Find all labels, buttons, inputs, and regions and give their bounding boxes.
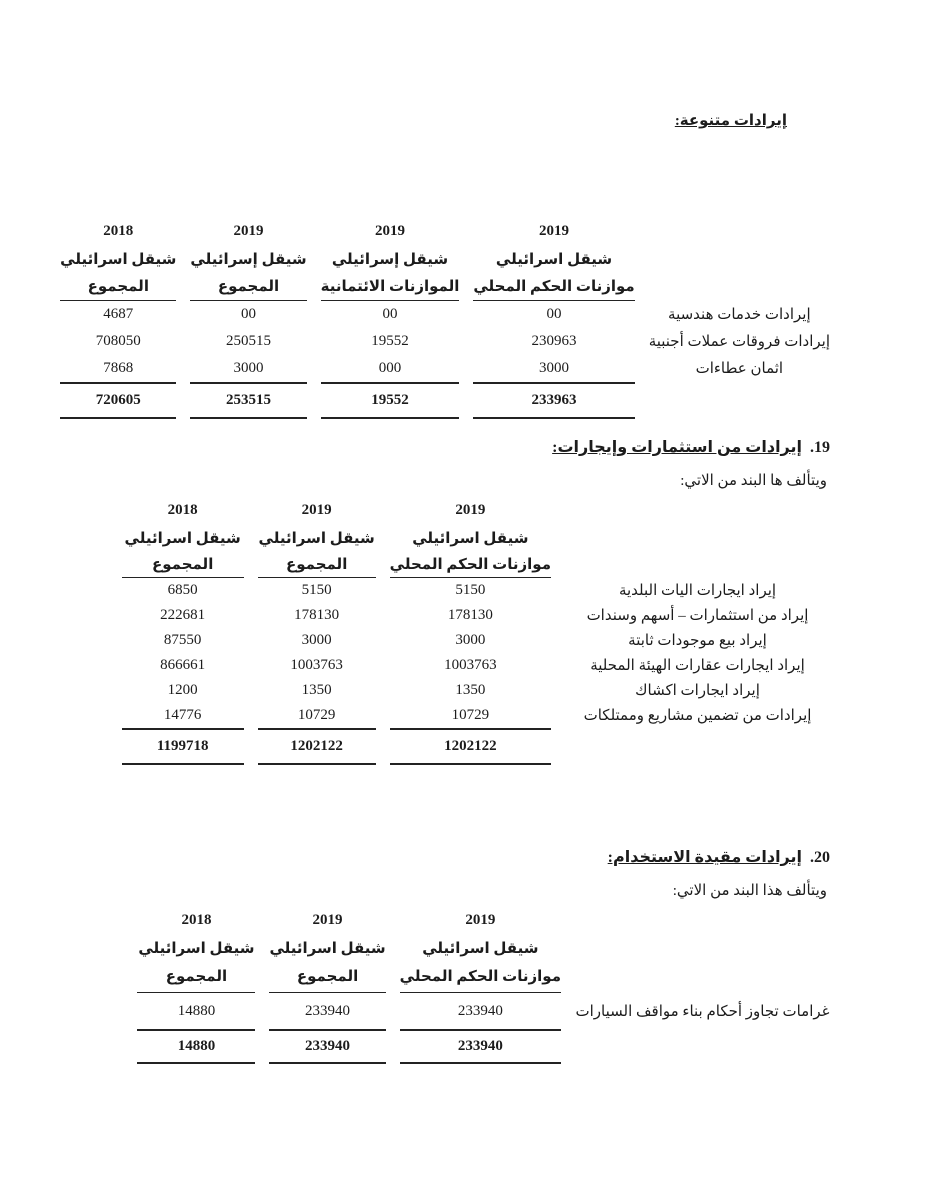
row-label: إيراد ايجارات اليات البلدية — [618, 583, 777, 599]
table-row — [122, 703, 830, 728]
spacer-cell — [565, 551, 830, 578]
total-cell: 1199718 — [122, 728, 244, 765]
value-cell: 00 — [546, 306, 562, 322]
year-header: 2018 — [167, 502, 198, 518]
row-label: إيرادات فروقات عملات أجنبية — [648, 334, 830, 350]
spacer-cell — [575, 906, 830, 935]
total-cell: 233940 — [400, 1029, 561, 1064]
value-cell: 3000 — [455, 632, 486, 648]
currency-header: شيقل اسرائيلي — [124, 530, 241, 547]
value-cell: 5150 — [301, 582, 332, 598]
total-cell: 14880 — [137, 1029, 255, 1064]
table-header-currency — [60, 246, 830, 273]
spacer-cell — [575, 935, 830, 961]
year-header: 2018 — [103, 222, 134, 239]
table-header-years — [60, 216, 830, 246]
scope-header: المجموع — [269, 961, 385, 993]
currency-header: شيقل اسرائيلي — [60, 252, 177, 268]
spacer-cell — [565, 496, 830, 525]
row-label: إيراد ايجارات اكشاك — [635, 683, 760, 699]
section-title: إيرادات من استثمارات وإيجارات: — [552, 439, 802, 456]
year-header: 2019 — [465, 912, 496, 928]
value-cell: 5150 — [455, 582, 486, 598]
table-total-row — [122, 728, 830, 765]
year-header: 2018 — [181, 912, 212, 928]
value-cell: 000 — [378, 360, 402, 376]
value-cell: 19552 — [371, 333, 409, 349]
row-label: غرامات تجاوز أحكام بناء مواقف السيارات — [575, 1003, 830, 1020]
currency-header: شيقل اسرائيلي — [258, 530, 375, 547]
value-cell: 866661 — [160, 657, 206, 673]
row-label: إيرادات من تضمين مشاريع وممتلكات — [583, 708, 812, 724]
section-number: 20. — [810, 849, 830, 866]
scope-header: المجموع — [122, 551, 244, 578]
spacer-cell — [575, 961, 830, 993]
currency-header: شيقل اسرائيلي — [422, 940, 539, 957]
year-header: 2019 — [539, 222, 570, 239]
value-cell: 3000 — [539, 360, 570, 376]
value-cell: 250515 — [226, 333, 272, 349]
row-label: إيراد ايجارات عقارات الهيئة المحلية — [590, 658, 805, 674]
currency-header: شيقل إسرائيلي — [190, 252, 307, 268]
row-label: إيرادات خدمات هندسية — [668, 307, 811, 323]
table-row — [122, 603, 830, 628]
row-label: إيراد من استثمارات – أسهم وسندات — [586, 608, 809, 624]
value-cell: 178130 — [294, 607, 340, 623]
spacer-cell — [565, 525, 830, 551]
currency-header: شيقل اسرائيلي — [138, 940, 255, 957]
total-cell: 19552 — [321, 382, 460, 419]
scope-header: المجموع — [60, 273, 176, 301]
table-header-years — [137, 906, 830, 935]
table-row — [122, 653, 830, 678]
value-cell: 14880 — [177, 1002, 216, 1019]
table-row — [122, 628, 830, 653]
value-cell: 1350 — [455, 682, 486, 698]
section-20-heading — [608, 847, 830, 867]
doc-title: إيرادات متنوعة: — [674, 113, 787, 129]
scope-header: موازنات الحكم المحلي — [473, 273, 634, 301]
value-cell: 4687 — [103, 306, 134, 322]
value-cell: 00 — [241, 306, 257, 322]
scope-header: الموازنات الائتمانية — [321, 273, 460, 301]
value-cell: 1200 — [167, 682, 198, 698]
value-cell: 3000 — [233, 360, 264, 376]
section-19-subtitle: ويتألف ها البند من الاتي: — [680, 473, 827, 489]
section-20-subtitle: ويتألف هذا البند من الاتي: — [672, 883, 827, 899]
total-cell: 233963 — [473, 382, 634, 419]
spacer-cell — [649, 382, 830, 419]
total-cell: 1202122 — [258, 728, 376, 765]
value-cell: 222681 — [160, 607, 206, 623]
year-header: 2019 — [233, 222, 264, 239]
value-cell: 1350 — [301, 682, 332, 698]
total-cell: 233940 — [269, 1029, 385, 1064]
misc-revenues-table — [46, 216, 844, 419]
scope-header: موازنات الحكم المحلي — [390, 551, 551, 578]
spacer-cell — [649, 216, 830, 246]
currency-header: شيقل اسرائيلي — [495, 252, 613, 268]
table-header-scope — [137, 961, 830, 993]
total-cell: 720605 — [60, 382, 176, 419]
total-cell: 253515 — [190, 382, 306, 419]
table-header-currency — [137, 935, 830, 961]
table-row — [60, 301, 830, 328]
value-cell: 708050 — [95, 333, 141, 349]
scope-header: موازنات الحكم المحلي — [400, 961, 561, 993]
table-row — [60, 355, 830, 382]
currency-header: شيقل اسرائيلي — [412, 530, 529, 547]
value-cell: 3000 — [301, 632, 332, 648]
year-header: 2019 — [312, 912, 343, 928]
value-cell: 10729 — [297, 707, 336, 723]
value-cell: 14776 — [163, 707, 202, 723]
investment-rent-revenues-table — [108, 496, 844, 765]
spacer-cell — [649, 273, 830, 301]
table-header-scope — [60, 273, 830, 301]
row-label: اثمان عطاءات — [695, 361, 784, 377]
value-cell: 233940 — [457, 1002, 503, 1019]
table-total-row — [60, 382, 830, 419]
value-cell: 7868 — [103, 360, 134, 376]
year-header: 2019 — [455, 502, 486, 518]
table-row — [122, 678, 830, 703]
section-title: إيرادات مقيدة الاستخدام: — [607, 849, 802, 866]
spacer-cell — [565, 728, 830, 765]
table-header-currency — [122, 525, 830, 551]
spacer-cell — [575, 1029, 830, 1064]
row-label: إيراد بيع موجودات ثابتة — [628, 633, 767, 649]
scope-header: المجموع — [258, 551, 376, 578]
value-cell: 233940 — [305, 1002, 351, 1019]
value-cell: 178130 — [447, 607, 493, 623]
table-row — [137, 993, 830, 1029]
scope-header: المجموع — [190, 273, 306, 301]
table-row — [122, 578, 830, 603]
table-row — [60, 328, 830, 355]
restricted-use-revenues-table — [123, 906, 844, 1064]
total-cell: 1202122 — [390, 728, 551, 765]
table-header-years — [122, 496, 830, 525]
value-cell: 00 — [382, 306, 398, 322]
scope-header: المجموع — [137, 961, 255, 993]
currency-header: شيقل إسرائيلي — [331, 252, 449, 268]
value-cell: 6850 — [167, 582, 198, 598]
value-cell: 1003763 — [444, 657, 497, 673]
value-cell: 230963 — [531, 333, 577, 349]
year-header: 2019 — [301, 502, 332, 518]
section-number: 19. — [810, 439, 830, 456]
value-cell: 10729 — [451, 707, 490, 723]
year-header: 2019 — [375, 222, 405, 239]
table-header-scope — [122, 551, 830, 578]
value-cell: 1003763 — [290, 657, 343, 673]
value-cell: 87550 — [163, 632, 202, 648]
currency-header: شيقل اسرائيلي — [269, 940, 386, 957]
section-19-heading — [552, 437, 830, 457]
table-total-row — [137, 1029, 830, 1064]
spacer-cell — [649, 246, 830, 273]
